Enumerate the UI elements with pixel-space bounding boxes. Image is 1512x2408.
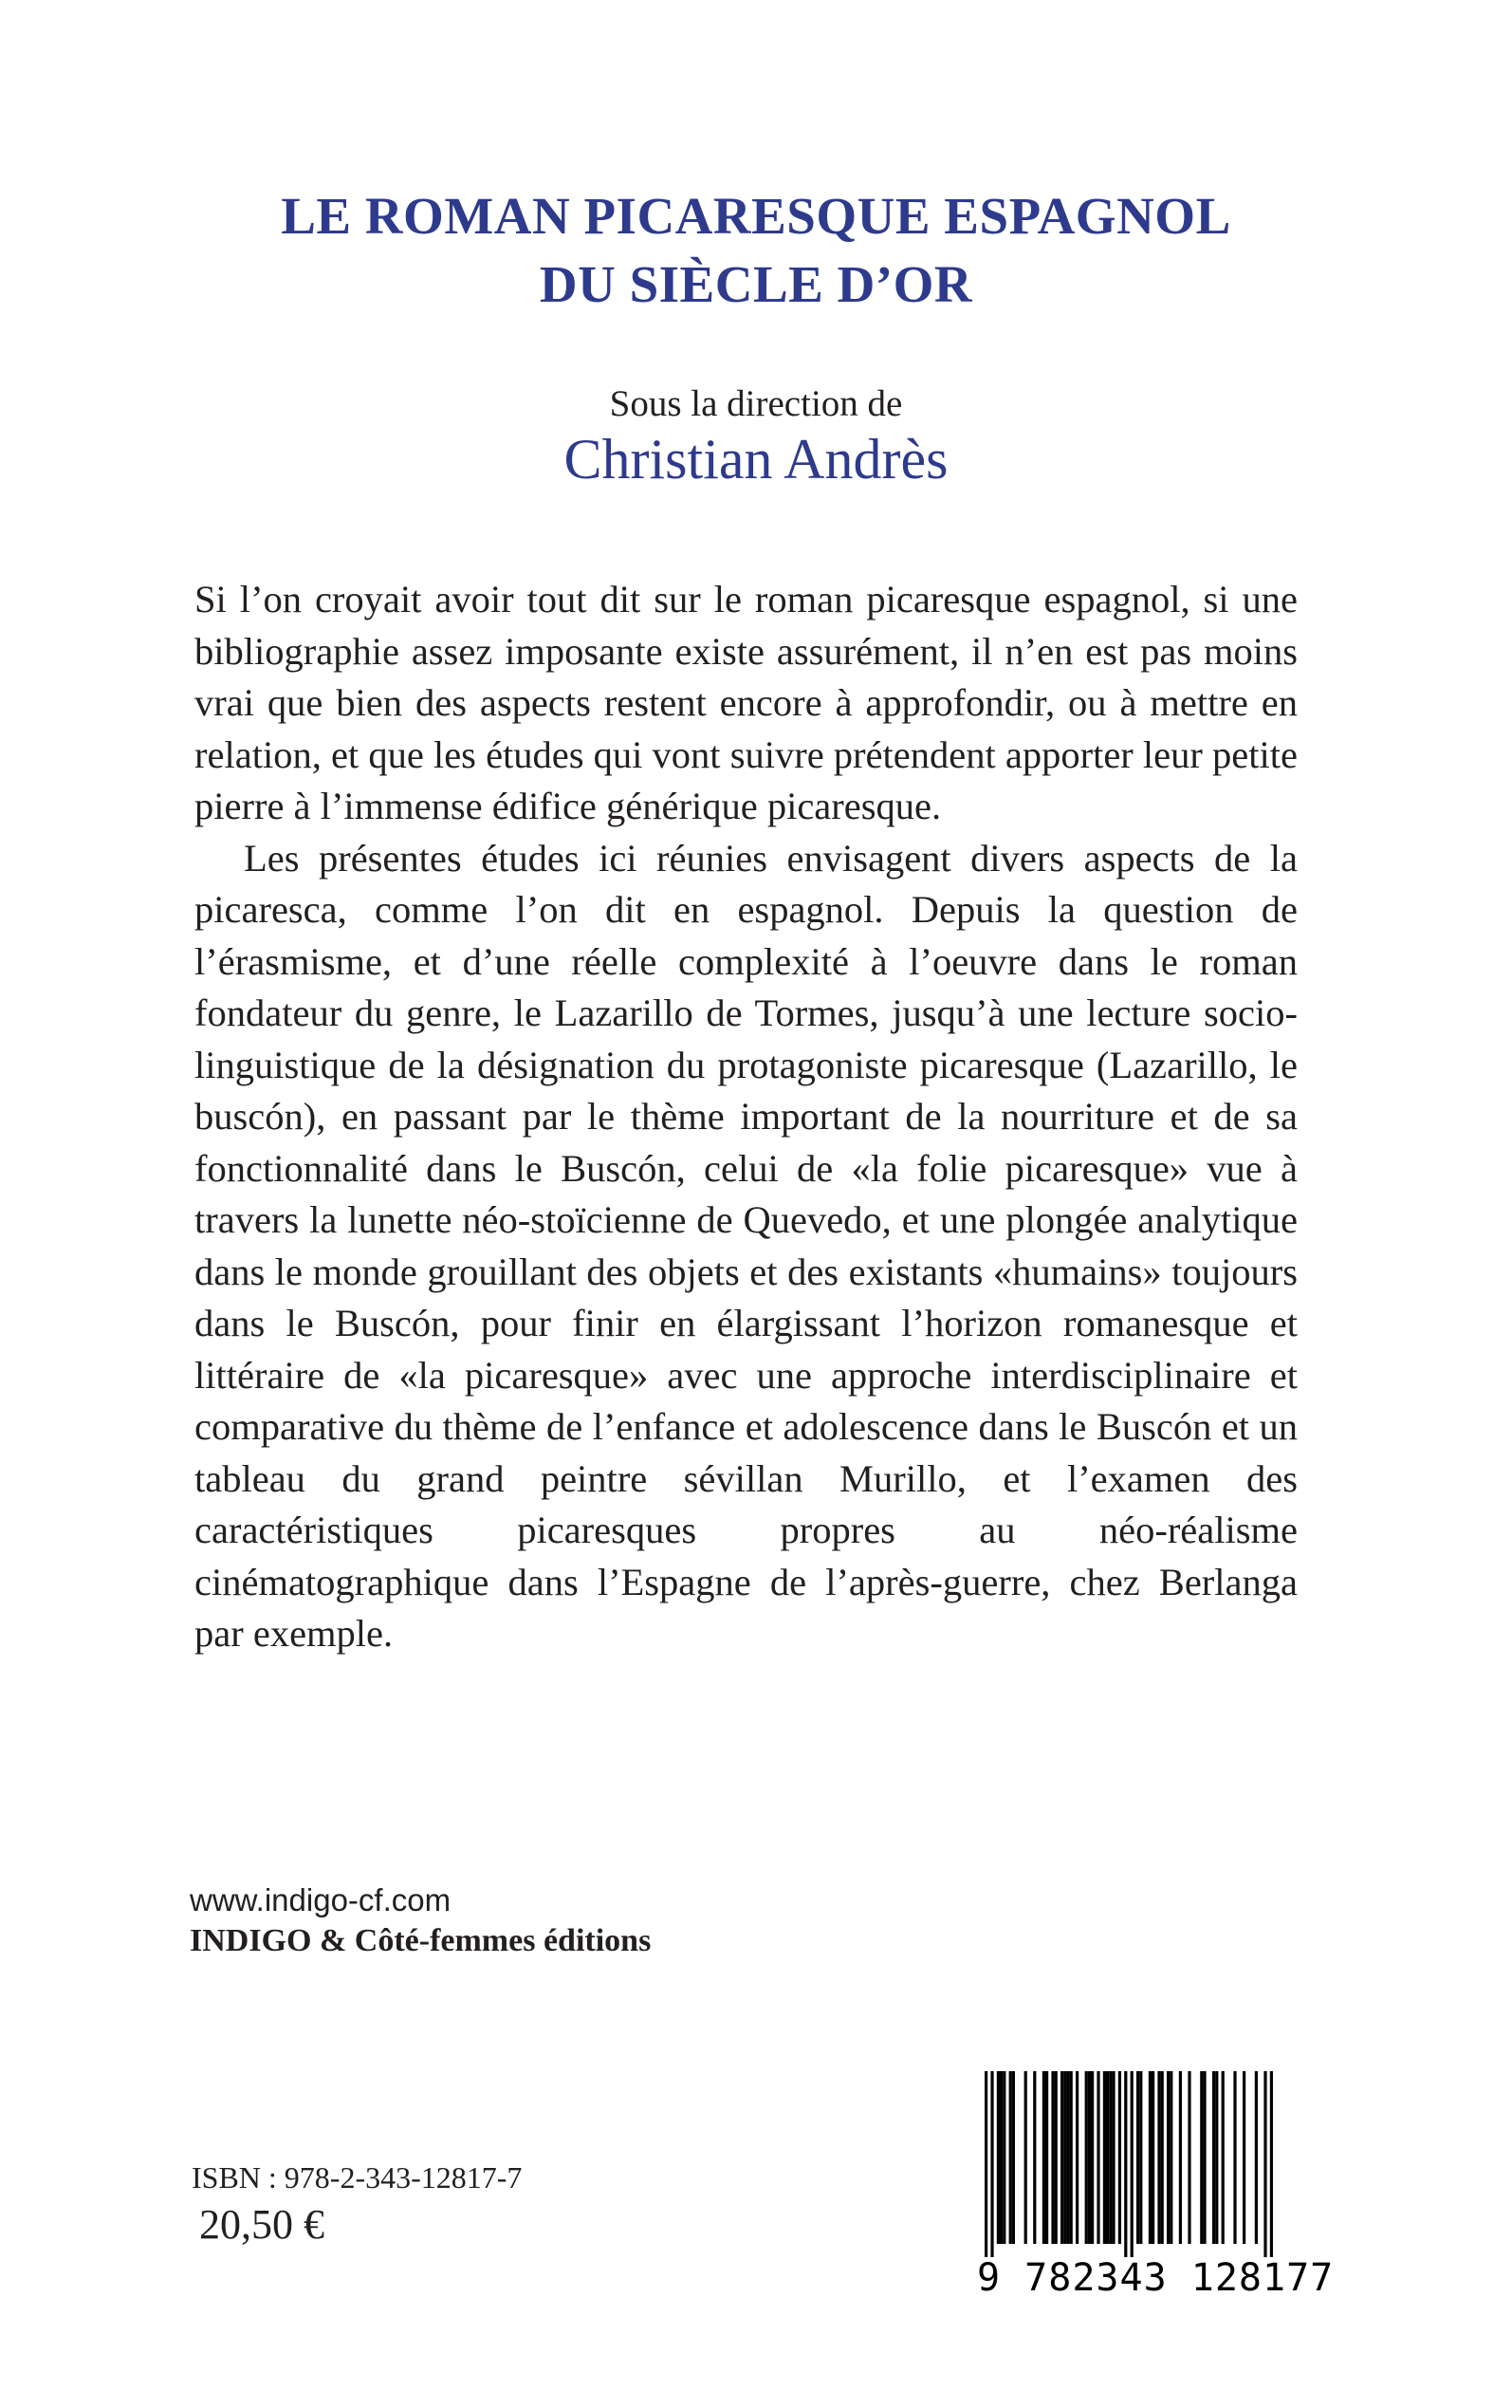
publisher-name: INDIGO & Côté-femmes éditions	[190, 1923, 652, 1958]
barcode-bar	[1091, 2071, 1094, 2244]
barcode-bar	[1012, 2071, 1015, 2244]
barcode	[977, 2071, 1335, 2308]
barcode-bar	[1109, 2071, 1112, 2244]
blurb-paragraph-1: Si l’on croyait avoir tout dit sur le roman picaresque espagnol, si une bibliographie assez imposante existe assurément, il n’en est pas moins vrai que bien des aspects restent encore à approfondir, ou à mettre en relation, et que les études qui vont suivre prétendent apporter leur petite pierre à l’immense édifice générique picaresque.	[194, 578, 1298, 827]
editor-name: Christian Andrès	[563, 428, 949, 491]
barcode-bar	[1063, 2071, 1066, 2244]
barcode-bar	[1106, 2071, 1109, 2244]
barcode-bar	[1088, 2071, 1091, 2244]
barcode-bar	[1118, 2071, 1121, 2244]
barcode-bar	[1009, 2071, 1012, 2244]
barcode-bar	[1024, 2071, 1027, 2244]
barcode-bar	[1085, 2071, 1088, 2244]
barcode-bar	[1149, 2071, 1152, 2244]
barcode-bar	[1070, 2071, 1073, 2244]
barcode-bar	[1045, 2071, 1048, 2244]
barcode-bar	[1003, 2071, 1005, 2244]
barcode-bar	[1097, 2071, 1099, 2244]
barcode-bar	[1167, 2071, 1170, 2244]
barcode-bar	[1112, 2071, 1115, 2244]
barcode-bar	[1136, 2071, 1139, 2244]
barcode-bar	[1203, 2071, 1206, 2244]
barcode-bar	[1188, 2071, 1190, 2244]
barcode-bar	[1076, 2071, 1079, 2244]
direction-label: Sous la direction de	[609, 383, 903, 424]
barcode-bar	[1042, 2071, 1045, 2244]
barcode-guard-bar	[1124, 2071, 1127, 2257]
barcode-guard-bar	[1270, 2071, 1273, 2257]
blurb-text	[194, 574, 1298, 1660]
book-title-line-1: LE ROMAN PICARESQUE ESPAGNOL	[281, 187, 1231, 245]
barcode-bar	[1060, 2071, 1063, 2244]
blurb-paragraph-2: Les présentes études ici réunies envisagent divers aspects de la picaresca, comme l’on dit en espagnol. Depuis la question de l’érasmisme, et d’une réelle complexité à l’oeuvre dans le roman fondateur du genre, le Lazarillo de Tormes, jusqu’à une lecture socio-linguistique de la désignation du protagoniste picaresque (Lazarillo, le buscón), en passant par le thème important de la nourriture et de sa fonctionnalité dans le Buscón, celui de «la folie picaresque» vue à travers la lunette néo-stoïcienne de Quevedo, et une plongée analytique dans le monde grouillant des objets et des existants «humains» toujours dans le Buscón, pour finir en élargissant l’horizon romanesque et littéraire de «la picaresque» avec une approche interdisciplinaire et comparative du thème de l’enfance et adolescence dans le Buscón et un tableau du grand peintre sévillan Murillo, et l’examen des caractéristiques picaresques propres au néo-réalisme cinématographique dans l’Espagne de l’après-guerre, chez Berlanga par exemple.	[194, 836, 1298, 1655]
barcode-bar	[1157, 2071, 1160, 2244]
barcode-bars	[977, 2071, 1281, 2257]
barcode-guard-bar	[990, 2071, 993, 2257]
barcode-guard-bar	[1263, 2071, 1266, 2257]
barcode-bar	[1170, 2071, 1172, 2244]
barcode-bar	[1139, 2071, 1142, 2244]
barcode-digits: 9 782343 128177	[977, 2256, 1335, 2300]
barcode-bar	[1161, 2071, 1164, 2244]
barcode-bar	[1179, 2071, 1182, 2244]
barcode-bar	[1233, 2071, 1236, 2244]
price-label: 20,50 €	[199, 2201, 324, 2248]
book-title-line-2: DU SIÈCLE D’OR	[539, 255, 973, 313]
barcode-bar	[1212, 2071, 1215, 2244]
barcode-bar	[1243, 2071, 1245, 2244]
barcode-bar	[1055, 2071, 1058, 2244]
barcode-bar	[1255, 2071, 1258, 2244]
barcode-bar	[1103, 2071, 1106, 2244]
barcode-bar	[1033, 2071, 1036, 2244]
barcode-guard-bar	[1131, 2071, 1134, 2257]
book-title	[0, 182, 1512, 319]
barcode-bar	[1000, 2071, 1003, 2244]
publisher-website: www.indigo-cf.com	[190, 1882, 452, 1917]
barcode-bar	[1200, 2071, 1203, 2244]
barcode-bar	[1066, 2071, 1069, 2244]
barcode-bar	[1051, 2071, 1054, 2244]
isbn-label: ISBN : 978-2-343-12817-7	[192, 2160, 523, 2195]
barcode-bar	[1215, 2071, 1218, 2244]
barcode-guard-bar	[985, 2071, 987, 2257]
barcode-bar	[1152, 2071, 1154, 2244]
barcode-bar	[997, 2071, 1000, 2244]
barcode-bar	[1222, 2071, 1225, 2244]
